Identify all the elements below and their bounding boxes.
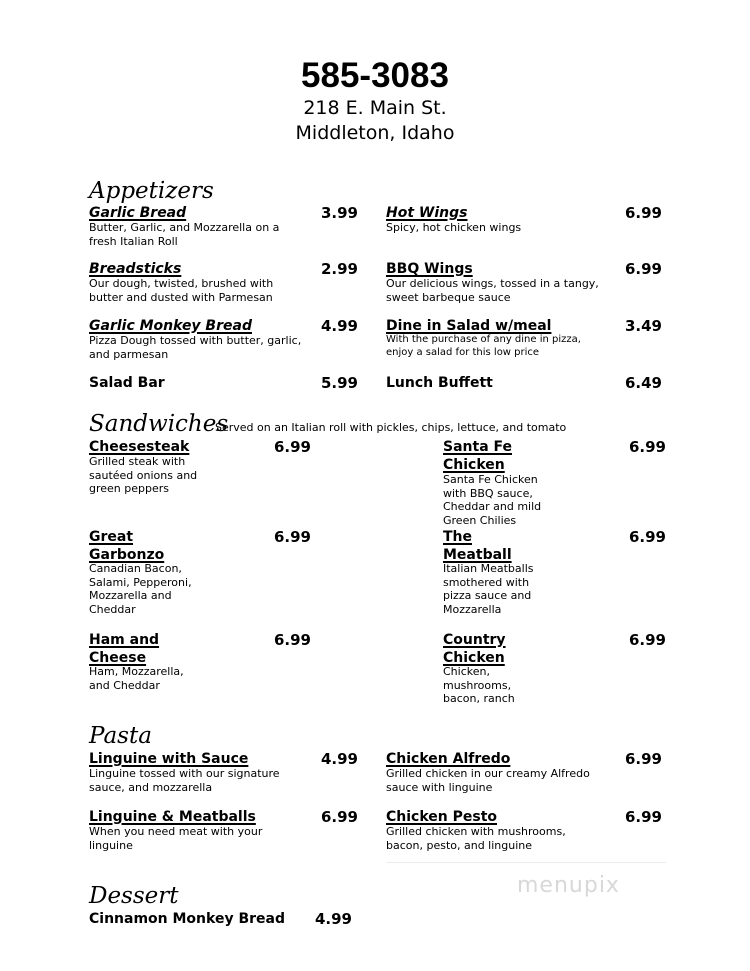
item-price-the-meatball: 6.99: [628, 528, 666, 546]
item-desc-great-garbonzo: Canadian Bacon, Salami, Pepperoni, Mozzarella and Cheddar: [89, 562, 192, 616]
item-price-cinnamon-monkey-bread: 4.99: [314, 910, 352, 928]
item-name-ham-and-cheese: Ham and Cheese: [89, 632, 160, 666]
item-price-salad-bar: 5.99: [320, 374, 358, 392]
item-desc-garlic-bread: Butter, Garlic, and Mozzarella on a fresh Italian Roll: [89, 221, 280, 248]
phone-number: 585-3083: [301, 56, 449, 95]
section-title-sandwiches: Sandwiches: [89, 411, 229, 437]
item-name-linguine-with-sauce: Linguine with Sauce: [89, 751, 249, 767]
item-price-bbq-wings: 6.99: [624, 260, 662, 278]
watermark-divider: [386, 862, 666, 863]
item-desc-bbq-wings: Our delicious wings, tossed in a tangy, sweet barbeque sauce: [386, 277, 599, 304]
item-name-salad-bar: Salad Bar: [89, 375, 165, 391]
item-name-dine-in-salad: Dine in Salad w/meal: [386, 318, 552, 334]
item-price-garlic-monkey-bread: 4.99: [320, 317, 358, 335]
item-desc-breadsticks: Our dough, twisted, brushed with butter and dusted with Parmesan: [89, 277, 274, 304]
item-name-cinnamon-monkey-bread: Cinnamon Monkey Bread: [89, 911, 285, 927]
item-price-lunch-buffett: 6.49: [624, 374, 662, 392]
item-desc-santa-fe-chicken: Santa Fe Chicken with BBQ sauce, Cheddar and mild Green Chilies: [443, 473, 542, 527]
item-desc-linguine-with-sauce: Linguine tossed with our signature sauce, and mozzarella: [89, 767, 280, 794]
sandwiches-note: Served on an Italian roll with pickles, chips, lettuce, and tomato: [215, 421, 567, 434]
item-name-lunch-buffett: Lunch Buffett: [386, 375, 493, 391]
item-name-country-chicken: Country Chicken: [443, 632, 506, 666]
item-desc-chicken-alfredo: Grilled chicken in our creamy Alfredo sauce with linguine: [386, 767, 590, 794]
item-price-chicken-pesto: 6.99: [624, 808, 662, 826]
item-price-linguine-with-sauce: 4.99: [320, 750, 358, 768]
item-name-santa-fe-chicken: Santa Fe Chicken: [443, 439, 513, 473]
item-name-garlic-bread: Garlic Bread: [89, 205, 187, 221]
item-name-great-garbonzo: Great Garbonzo: [89, 529, 165, 563]
item-price-santa-fe-chicken: 6.99: [628, 438, 666, 456]
item-desc-the-meatball: Italian Meatballs smothered with pizza sauce and Mozzarella: [443, 562, 534, 616]
item-price-linguine-meatballs: 6.99: [320, 808, 358, 826]
item-price-garlic-bread: 3.99: [320, 204, 358, 222]
item-price-cheesesteak: 6.99: [273, 438, 311, 456]
item-price-chicken-alfredo: 6.99: [624, 750, 662, 768]
item-name-linguine-meatballs: Linguine & Meatballs: [89, 809, 256, 825]
section-title-dessert: Dessert: [89, 883, 179, 909]
item-desc-linguine-meatballs: When you need meat with your linguine: [89, 825, 263, 852]
item-name-garlic-monkey-bread: Garlic Monkey Bread: [89, 318, 252, 334]
item-desc-garlic-monkey-bread: Pizza Dough tossed with butter, garlic, and parmesan: [89, 334, 302, 361]
item-price-dine-in-salad: 3.49: [624, 317, 662, 335]
item-name-chicken-alfredo: Chicken Alfredo: [386, 751, 511, 767]
item-desc-dine-in-salad: With the purchase of any dine in pizza, enjoy a salad for this low price: [386, 334, 581, 358]
item-name-breadsticks: Breadsticks: [89, 261, 182, 277]
item-desc-chicken-pesto: Grilled chicken with mushrooms, bacon, pesto, and linguine: [386, 825, 566, 852]
item-desc-country-chicken: Chicken, mushrooms, bacon, ranch: [443, 665, 515, 705]
item-price-country-chicken: 6.99: [628, 631, 666, 649]
item-name-bbq-wings: BBQ Wings: [386, 261, 473, 277]
item-price-ham-and-cheese: 6.99: [273, 631, 311, 649]
item-name-cheesesteak: Cheesesteak: [89, 439, 190, 455]
item-name-hot-wings: Hot Wings: [386, 205, 468, 221]
city-state: Middleton, Idaho: [295, 122, 455, 144]
item-name-chicken-pesto: Chicken Pesto: [386, 809, 498, 825]
item-desc-cheesesteak: Grilled steak with sautéed onions and green peppers: [89, 455, 198, 495]
item-name-the-meatball: The Meatball: [443, 529, 512, 563]
item-price-breadsticks: 2.99: [320, 260, 358, 278]
section-title-pasta: Pasta: [89, 723, 152, 749]
item-desc-ham-and-cheese: Ham, Mozzarella, and Cheddar: [89, 665, 184, 692]
menupix-watermark: menupix: [517, 873, 620, 898]
item-price-hot-wings: 6.99: [624, 204, 662, 222]
item-price-great-garbonzo: 6.99: [273, 528, 311, 546]
item-desc-hot-wings: Spicy, hot chicken wings: [386, 221, 522, 234]
street-address: 218 E. Main St.: [303, 97, 447, 119]
section-title-appetizers: Appetizers: [89, 178, 214, 204]
